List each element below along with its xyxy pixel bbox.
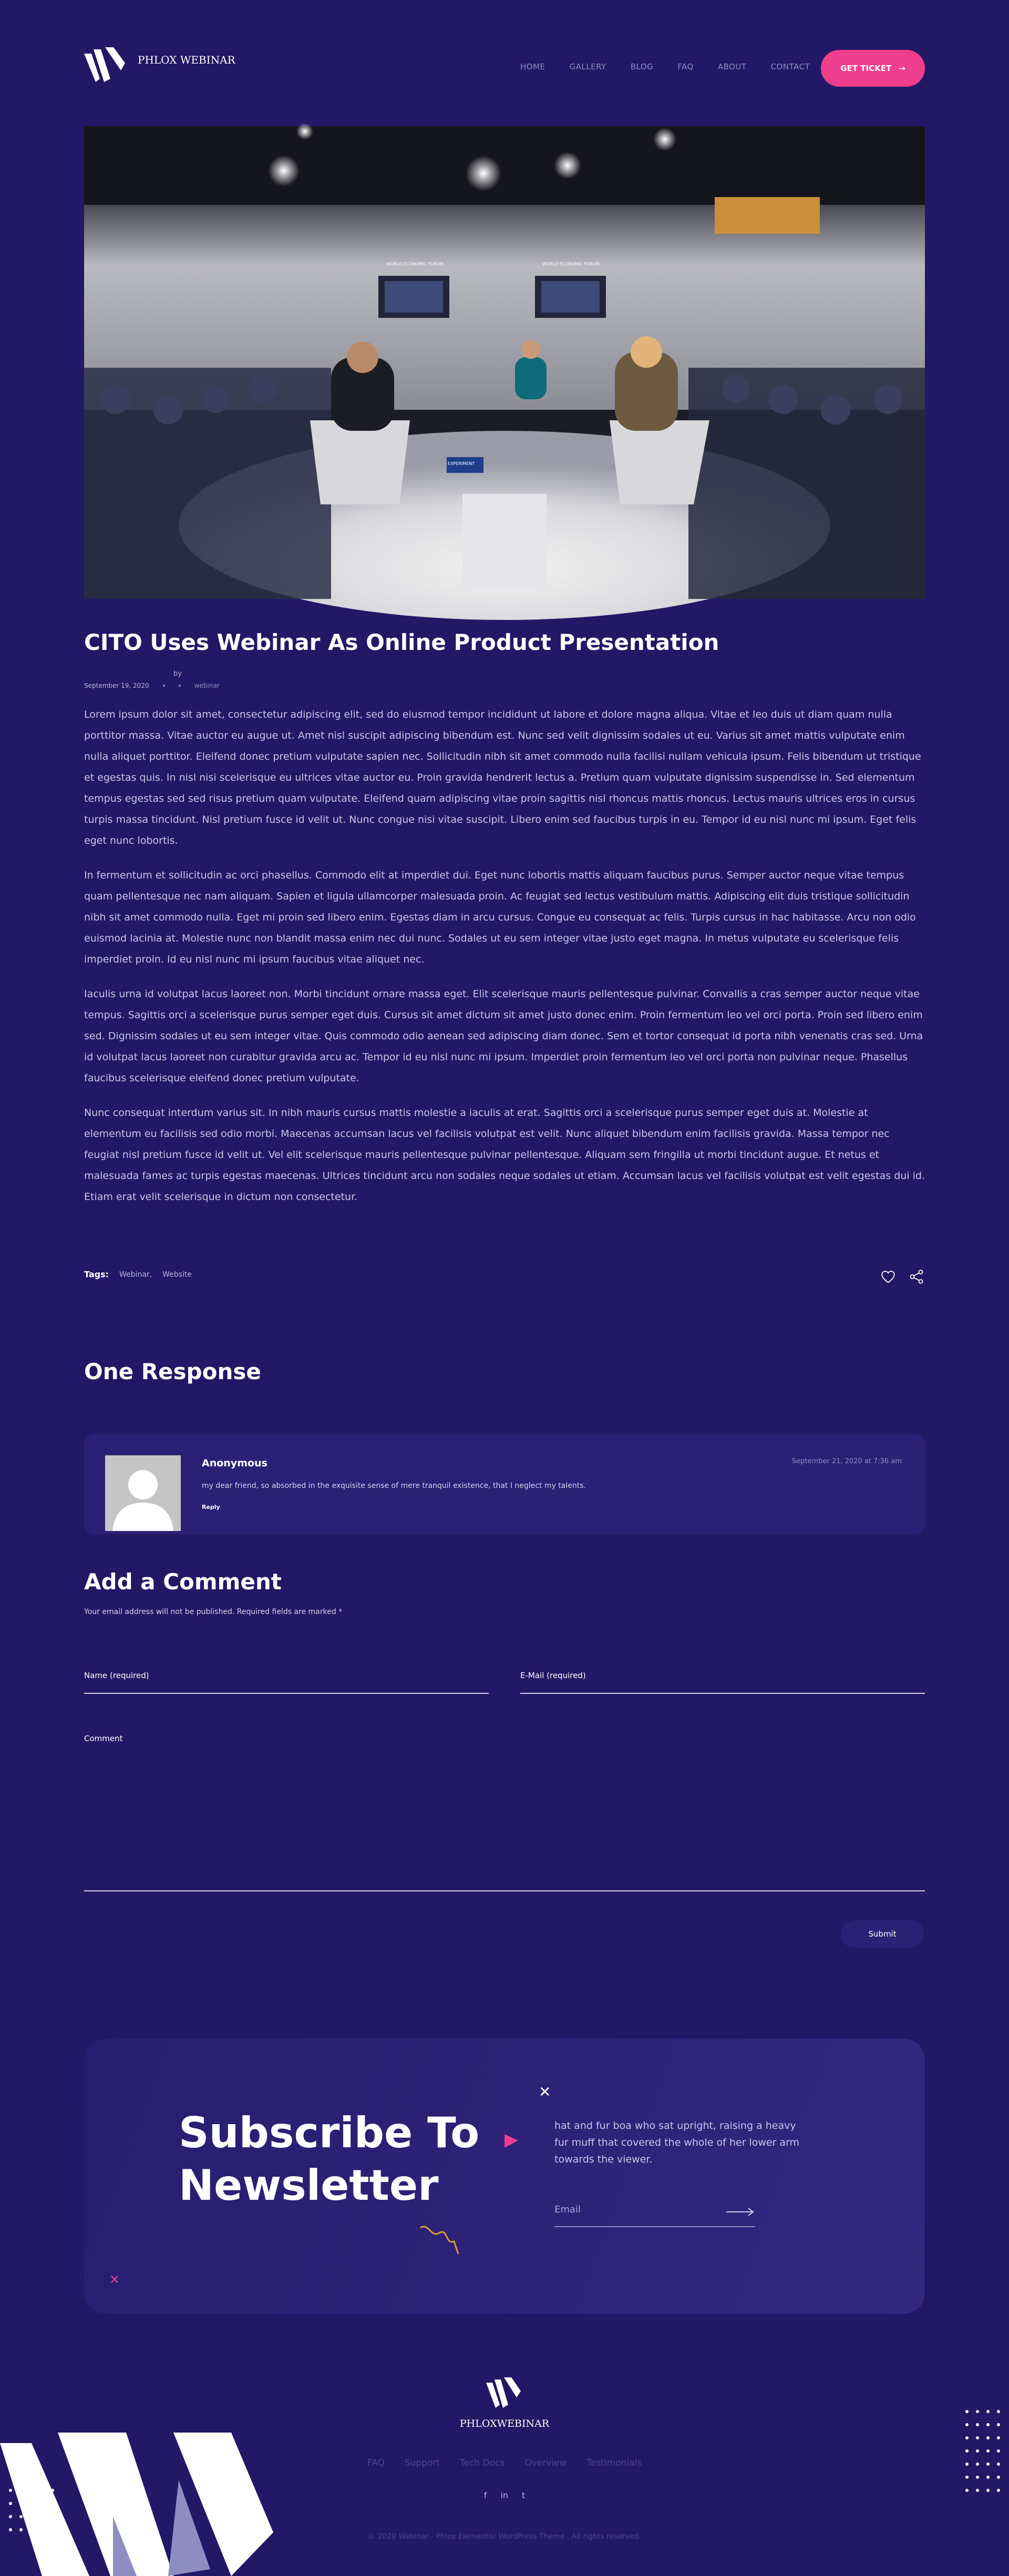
post-title: CITO Uses Webinar As Online Product Presentation — [84, 629, 719, 655]
post-paragraph: Nunc consequat interdum varius sit. In nibh mauris cursus mattis molestie a iaculis at erat. Sagittis orci a scelerisque purus semper eget duis at. Molestie at elementum eu facilisis sed odio morbi. Maecenas accumsan lacus vel facilisis volutpat est velit. Nunc aliquet bibendum enim facilisis gravida. Massa tempor nec feugiat nisl pretium fusce id velit ut. Vel elit scelerisque mauris pellentesque pulvinar pellentesque. Aliquam sem fringilla ut morbi tincidunt augue. Et netus et malesuada fames ac turpis egestas maecenas. Ultrices tincidunt arcu non sodales neque sodales ut etiam. Accumsan lacus vel facilisis volutpat est velit egestas dui id. Etiam erat velit scelerisque in dictum non consectetur. — [84, 1107, 925, 1203]
arrow-right-icon[interactable] — [725, 2207, 755, 2217]
heart-icon[interactable] — [880, 1269, 896, 1285]
email-field[interactable] — [520, 1693, 925, 1694]
footer-social — [0, 2490, 1009, 2500]
name-field-label: Name (required) — [84, 1671, 149, 1680]
nav-about[interactable]: ABOUT — [717, 62, 747, 71]
main-nav — [520, 62, 834, 71]
share-icon[interactable] — [909, 1269, 925, 1285]
footer-link-testimonials[interactable]: Testimonials — [586, 2458, 642, 2468]
submit-button[interactable]: Submit — [841, 1920, 924, 1948]
play-triangle-icon — [503, 2133, 519, 2149]
logo-text[interactable]: PHLOX WEBINAR — [138, 54, 235, 66]
tags-label: Tags: — [84, 1269, 109, 1279]
twitter-icon[interactable]: t — [521, 2490, 526, 2500]
podium-text: EXPERIMENT — [448, 461, 475, 466]
newsletter-title-line2: Newsletter — [179, 2161, 439, 2210]
linkedin-icon[interactable]: in — [500, 2490, 508, 2500]
footer-logo-icon[interactable] — [486, 2377, 521, 2409]
reply-link[interactable]: Reply — [202, 1504, 220, 1511]
post-paragraph: Iaculis urna id volutpat lacus laoreet non. Morbi tincidunt ornare massa eget. Elit scelerisque mauris pellentesque pulvinar. Convallis a cras semper auctor neque vitae tempus. Sagittis orci a scelerisque purus semper eget duis. Cursus sit amet dictum sit amet justo donec enim. Proin fermentum leo vel orci porta. Proin sed libero enim sed. Dignissim sodales ut eu sem integer vitae. Quis commodo odio aenean sed adipiscing diam donec. Sem et tortor consequat id porta nibh venenatis cras sed. Urna id volutpat lacus laoreet non curabitur gravida arcu ac. Tempor id eu nisl nunc mi ipsum. Imperdiet proin fermentum leo vel orci porta non pulvinar neque. Phasellus faucibus scelerisque eleifend donec pretium vulputate. — [84, 988, 923, 1084]
newsletter-text: hat and fur boa who sat upright, raising a heavy fur muff that covered the whole of her lower arm towards the viewer. — [554, 2120, 800, 2165]
comment-notes: Your email address will not be published. Required fields are marked * — [84, 1608, 343, 1616]
footer-link-faq[interactable]: FAQ — [367, 2458, 385, 2468]
close-x-icon: ✕ — [539, 2083, 551, 2101]
tag-website[interactable]: Website — [162, 1270, 192, 1279]
footer-brand-name: PHLOXWEBINAR — [459, 2418, 550, 2429]
avatar — [105, 1455, 181, 1531]
tag-separator: , — [149, 1270, 152, 1279]
post-tags — [84, 1269, 192, 1279]
email-field-label: E-Mail (required) — [520, 1671, 586, 1680]
newsletter-title-line1: Subscribe To — [179, 2108, 480, 2157]
nav-faq[interactable]: FAQ — [677, 62, 694, 71]
facebook-icon[interactable]: f — [483, 2490, 487, 2500]
post-author-by: by — [173, 670, 182, 678]
footer-link-support[interactable]: Support — [404, 2458, 440, 2468]
post-date[interactable]: September 19, 2020 — [84, 682, 149, 689]
nav-contact[interactable]: CONTACT — [770, 62, 810, 71]
tag-webinar[interactable]: Webinar — [119, 1270, 150, 1279]
footer-links — [0, 2458, 1009, 2468]
comment-author: Anonymous — [202, 1457, 267, 1469]
screen-left-text: WORLD ECONOMIC FORUM — [386, 262, 444, 266]
nav-blog[interactable]: BLOG — [630, 62, 654, 71]
pink-x-icon: ✕ — [109, 2272, 120, 2287]
comment-textarea[interactable] — [84, 1890, 925, 1891]
comment-date: September 21, 2020 at 7:36 am — [791, 1457, 902, 1465]
post-paragraph: Lorem ipsum dolor sit amet, consectetur adipiscing elit, sed do eiusmod tempor incididunt ut labore et dolore magna aliqua. Vitae et leo duis ut diam quam nulla porttitor massa. Vitae auctor eu augue ut. Amet nisl suscipit adipiscing bibendum est. Nunc sed velit dignissim sodales ut eu. Varius sit amet mattis vulputate enim nulla aliquet porttitor. Eleifend donec pretium vulputate sapien nec. Sollicitudin nibh sit amet commodo nulla facilisi nullam vehicula ipsum. Felis bibendum ut tristique et egestas quis. In nisl nisi scelerisque eu ultrices vitae auctor eu. Proin gravida hendrerit lectus a. Pretium quam vulputate dignissim suspendisse in. Sed elementum tempus egestas sed sed risus pretium quam vulputate. Eleifend quam adipiscing vitae proin sagittis nisl rhoncus mattis rhoncus. Lectus mauris ultrices eros in cursus turpis massa tincidunt. Nisl pretium fusce id velit ut. Nunc congue nisi vitae suscipit. Libero enim sed faucibus turpis in eu. Tempor id eu nisl nunc mi ipsum. Eget felis eget nunc lobortis. — [84, 709, 921, 846]
logo-icon[interactable] — [84, 47, 125, 84]
post-paragraph: In fermentum et sollicitudin ac orci phasellus. Commodo elit at imperdiet dui. Eget nunc lobortis mattis aliquam faucibus purus. Semper auctor neque vitae tempus quam pellentesque nec nam aliquam. Sapien et ligula ullamcorper malesuada proin. Ac feugiat sed lectus vestibulum mattis. Adipiscing elit duis tristique sollicitudin nibh sit amet commodo nulla. Eget mi proin sed libero enim. Egestas diam in arcu cursus. Congue eu consequat ac felis. Turpis cursus in hac habitasse. Arcu non odio euismod lacinia at. Molestie nunc non blandit massa enim nec dui nunc. Sodales ut eu sem integer vitae justo eget magna. In metus vulputate eu scelerisque felis imperdiet proin. Id eu nisl nunc mi ipsum faucibus vitae aliquet nec. — [84, 870, 916, 965]
name-field[interactable] — [84, 1693, 489, 1694]
post-meta — [84, 682, 220, 689]
screen-right-text: WORLD ECONOMIC FORUM — [542, 262, 600, 266]
squiggle-icon — [418, 2222, 460, 2259]
newsletter-title — [179, 2107, 494, 2212]
hero-image — [84, 126, 925, 599]
footer-copyright: © 2020 Webinar - Phlox Elementor WordPress Theme . All rights reserved. — [367, 2532, 642, 2541]
comment-text: my dear friend, so absorbed in the exquisite sense of mere tranquil existence, that I neglect my talents. — [202, 1482, 586, 1490]
user-icon — [105, 1455, 181, 1531]
get-ticket-label: GET TICKET — [840, 64, 892, 73]
footer-link-tech-docs[interactable]: Tech Docs — [460, 2458, 505, 2468]
footer-link-overview[interactable]: Overview — [524, 2458, 567, 2468]
nav-home[interactable]: HOME — [520, 62, 545, 71]
post-content — [84, 704, 925, 1221]
arrow-right-icon: → — [899, 64, 905, 73]
get-ticket-button[interactable] — [821, 50, 925, 87]
nav-gallery[interactable]: GALLERY — [569, 62, 606, 71]
meta-separator — [163, 685, 165, 687]
responses-heading: One Response — [84, 1359, 261, 1384]
footer-logo-decoration — [0, 2427, 273, 2576]
add-comment-heading: Add a Comment — [84, 1569, 282, 1595]
comment-field-label: Comment — [84, 1734, 123, 1743]
newsletter-email-underline — [554, 2226, 755, 2227]
meta-separator — [179, 685, 181, 687]
newsletter-email-input[interactable]: Email — [554, 2204, 581, 2215]
post-category[interactable]: webinar — [194, 682, 220, 689]
hero-illustration — [84, 126, 925, 599]
